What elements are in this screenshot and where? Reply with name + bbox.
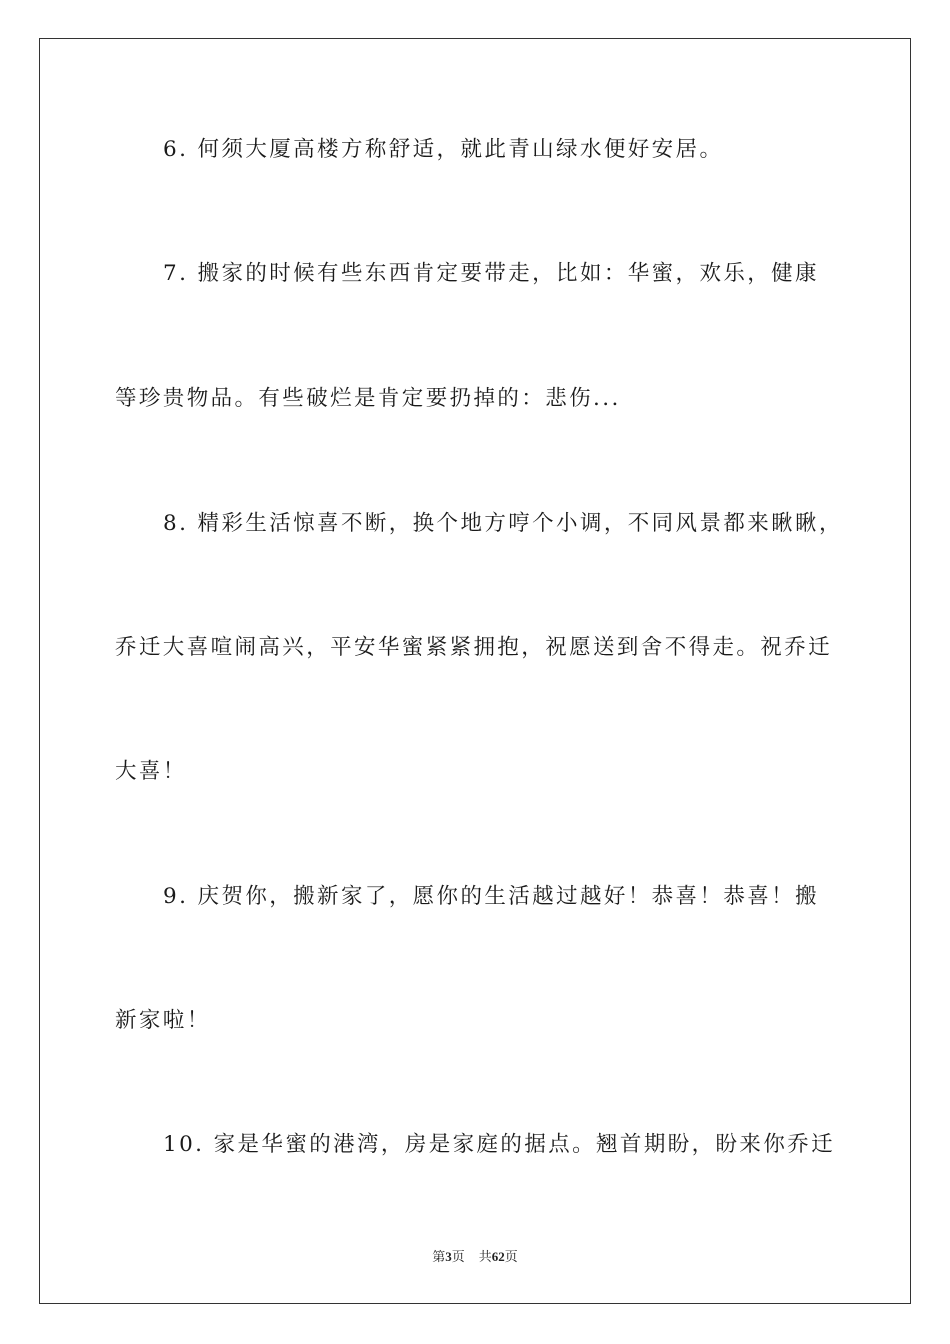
paragraph-line-9: 9. 庆贺你，搬新家了，愿你的生活越过越好！恭喜！恭喜！搬 [163,884,819,909]
paragraph-line-7-cont: 等珍贵物品。有些破烂是肯定要扔掉的：悲伤... [115,386,621,411]
paragraph-line-6: 6. 何须大厦高楼方称舒适，就此青山绿水便好安居。 [163,137,724,162]
paragraph-line-9-cont: 新家啦！ [115,1008,211,1033]
paragraph-line-7: 7. 搬家的时候有些东西肯定要带走，比如：华蜜，欢乐，健康 [163,261,819,286]
paragraph-line-8-cont: 乔迁大喜喧闹高兴，平安华蜜紧紧拥抱，祝愿送到舍不得走。祝乔迁 [115,635,833,660]
total-suffix: 页 [504,1249,518,1264]
total-pages: 62 [491,1249,505,1264]
total-prefix: 共 [478,1249,492,1264]
page-prefix: 第 [432,1249,446,1264]
paragraph-line-10: 10. 家是华蜜的港湾，房是家庭的据点。翘首期盼，盼来你乔迁 [163,1132,836,1157]
paragraph-line-8: 8. 精彩生活惊喜不断，换个地方哼个小调，不同风景都来瞅瞅， [163,511,843,536]
paragraph-line-8-end: 大喜！ [115,759,187,784]
page-number: 3 [445,1249,452,1264]
page-suffix: 页 [451,1249,465,1264]
page-border [39,38,911,1304]
page-footer [0,1246,950,1265]
